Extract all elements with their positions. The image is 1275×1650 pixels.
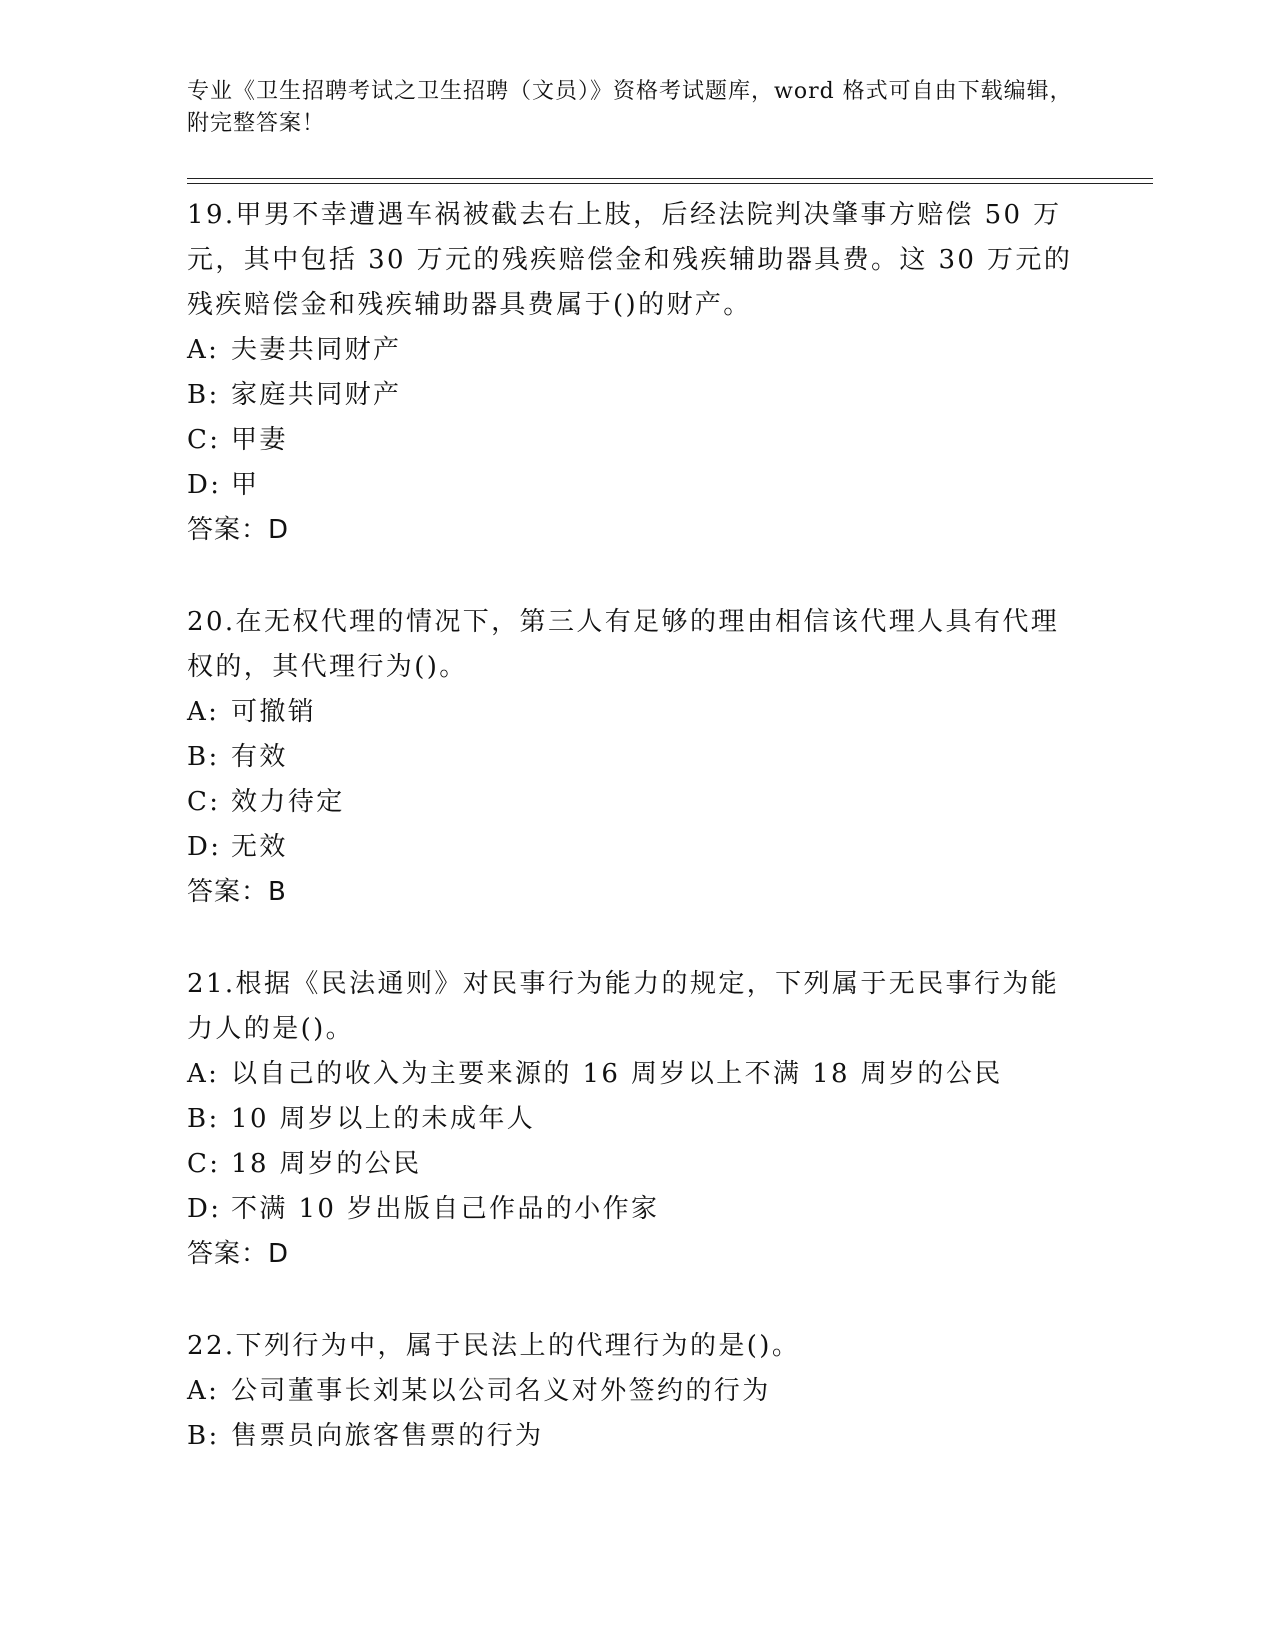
option-text: 公司董事长刘某以公司名义对外签约的行为 <box>231 1376 771 1406</box>
option-letter: D: <box>187 1194 222 1224</box>
answer-line: 答案：D <box>187 515 290 545</box>
option-d <box>187 825 1087 870</box>
question-stem: 21.根据《民法通则》对民事行为能力的规定，下列属于无民事行为能力人的是()。 <box>187 969 1060 1044</box>
option-text: 甲 <box>231 470 260 500</box>
document-header: 专业《卫生招聘考试之卫生招聘（文员）》资格考试题库，word 格式可自由下载编辑，附完整答案！ <box>187 79 1073 136</box>
option-b <box>187 373 1087 418</box>
option-letter: B: <box>187 1421 220 1451</box>
option-c <box>187 1142 1087 1187</box>
option-d <box>187 1187 1087 1232</box>
question-22 <box>187 1324 1087 1459</box>
answer-line: 答案：B <box>187 877 287 907</box>
question-20 <box>187 600 1087 915</box>
option-letter: A: <box>187 1059 220 1089</box>
option-a <box>187 1369 1087 1414</box>
option-text: 售票员向旅客售票的行为 <box>231 1421 544 1451</box>
option-text: 不满 10 岁出版自己作品的小作家 <box>231 1194 660 1224</box>
option-letter: B: <box>187 742 220 772</box>
option-text: 家庭共同财产 <box>231 380 402 410</box>
question-stem: 22.下列行为中，属于民法上的代理行为的是()。 <box>187 1331 801 1361</box>
option-letter: B: <box>187 1104 220 1134</box>
option-b <box>187 1414 1087 1459</box>
option-b <box>187 1097 1087 1142</box>
option-letter: D: <box>187 470 222 500</box>
option-c <box>187 418 1087 463</box>
question-19 <box>187 193 1087 553</box>
option-letter: C: <box>187 1149 221 1179</box>
option-text: 18 周岁的公民 <box>231 1149 422 1179</box>
option-c <box>187 780 1087 825</box>
header-divider-bottom <box>187 183 1153 184</box>
question-stem: 19.甲男不幸遭遇车祸被截去右上肢，后经法院判决肇事方赔偿 50 万元，其中包括 30 万元的残疾赔偿金和残疾辅助器具费。这 30 万元的残疾赔偿金和残疾辅助器具费属于()的财产。 <box>187 200 1073 320</box>
option-a <box>187 328 1087 373</box>
answer-line: 答案：D <box>187 1239 290 1269</box>
option-text: 甲妻 <box>231 425 288 455</box>
option-text: 以自己的收入为主要来源的 16 周岁以上不满 18 周岁的公民 <box>231 1059 1003 1089</box>
option-text: 夫妻共同财产 <box>231 335 402 365</box>
option-text: 可撤销 <box>231 697 317 727</box>
option-text: 有效 <box>231 742 288 772</box>
option-b <box>187 735 1087 780</box>
header-divider-top <box>187 178 1153 179</box>
question-stem: 20.在无权代理的情况下，第三人有足够的理由相信该代理人具有代理权的，其代理行为()。 <box>187 607 1060 682</box>
option-text: 效力待定 <box>231 787 345 817</box>
option-letter: D: <box>187 832 222 862</box>
option-letter: A: <box>187 335 220 365</box>
question-list <box>187 193 1087 1506</box>
option-a <box>187 1052 1087 1097</box>
option-a <box>187 690 1087 735</box>
option-d <box>187 463 1087 508</box>
option-letter: C: <box>187 787 221 817</box>
option-letter: C: <box>187 425 221 455</box>
option-text: 10 周岁以上的未成年人 <box>231 1104 536 1134</box>
option-letter: A: <box>187 1376 220 1406</box>
option-letter: A: <box>187 697 220 727</box>
option-letter: B: <box>187 380 220 410</box>
question-21 <box>187 962 1087 1277</box>
option-text: 无效 <box>231 832 288 862</box>
